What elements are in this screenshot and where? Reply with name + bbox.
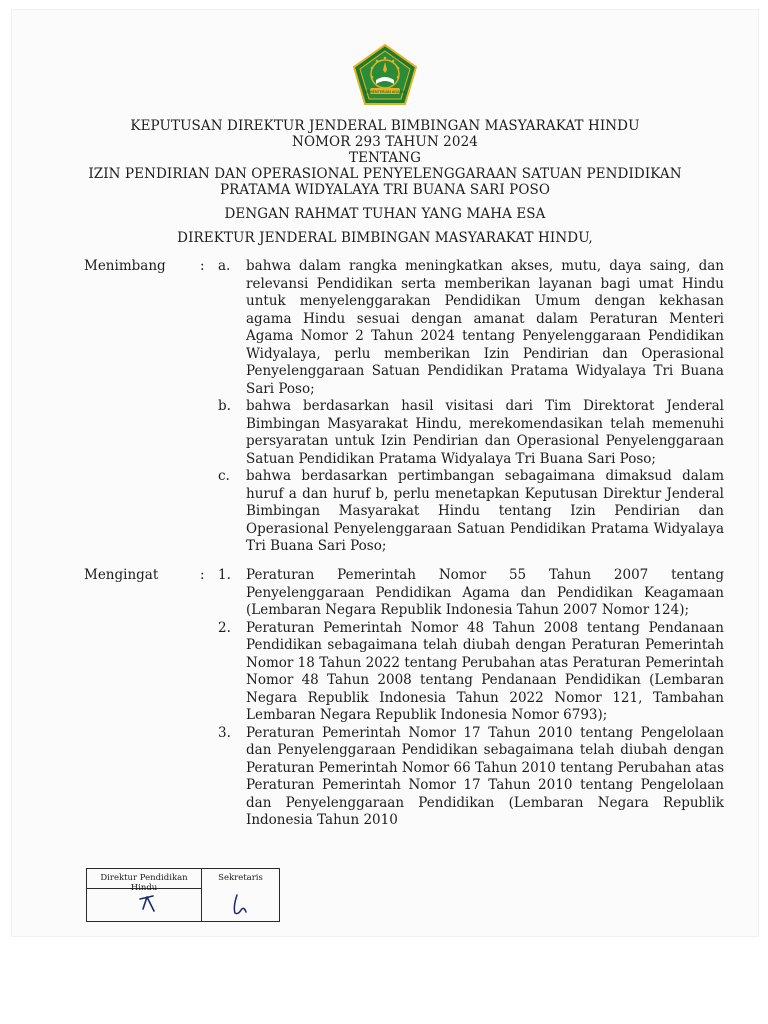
official-title: DIREKTUR JENDERAL BIMBINGAN MASYARAKAT HINDU, <box>177 230 593 246</box>
item-text: Peraturan Pemerintah Nomor 48 Tahun 2008 tentang Pendanaan Pendidikan sebagaimana telah diubah dengan Peraturan Pemerintah Nomor 18 Tahun 2022 tentang Perubahan atas Peraturan Pemerintah Nomor 48 Tahun 2008 tentang Pendanaan Pendidikan (Lembaran Negara Republik Indonesia Tahun 2022 Nomor 121, Tambahan Lembaran Negara Republik Indonesia Nomor 6793); <box>246 619 724 723</box>
list-item <box>84 567 724 620</box>
initials-header: Sekretaris <box>218 873 263 883</box>
section-label: Mengingat <box>84 567 159 583</box>
mengingat-section <box>84 567 724 830</box>
section-colon: : <box>200 258 205 274</box>
invocation: DENGAN RAHMAT TUHAN YANG MAHA ESA <box>224 206 546 222</box>
item-marker: 3. <box>218 724 231 741</box>
item-marker: a. <box>218 258 231 274</box>
item-marker: 1. <box>218 567 231 583</box>
title-line: IZIN PENDIRIAN DAN OPERASIONAL PENYELENGGARAAN SATUAN PENDIDIKAN <box>88 166 682 182</box>
initials-cell-direktur <box>87 869 202 921</box>
item-text: bahwa berdasarkan hasil visitasi dari Tim Direktorat Jenderal Bimbingan Masyarakat Hindu, merekomendasikan telah memenuhi persyaratan untuk Izin Pendirian dan Operasional Penyelenggaraan Satuan Pendidikan Pratama Widyalaya Tri Buana Sari Poso; <box>246 398 724 467</box>
title-line: KEPUTUSAN DIREKTUR JENDERAL BIMBINGAN MASYARAKAT HINDU <box>130 118 640 134</box>
item-text: Peraturan Pemerintah Nomor 17 Tahun 2010 tentang Pengelolaan dan Penyelenggaraan Pendidikan sebagaimana telah diubah dengan Peraturan Pemerintah Nomor 66 Tahun 2010 tentang Perubahan atas Peraturan Pemerintah Nomor 17 Tahun 2010 tentang Pengelolaan dan Penyelenggaraan Pendidikan (Lembaran Negara Republik Indonesia Tahun 2010 <box>246 724 724 828</box>
initial-mark-icon <box>137 893 159 915</box>
initials-header: Direktur Pendidikan Hindu <box>87 869 201 889</box>
title-line: TENTANG <box>349 150 421 166</box>
section-label: Menimbang <box>84 258 166 274</box>
item-marker: c. <box>218 468 230 484</box>
title-line: NOMOR 293 TAHUN 2024 <box>292 134 478 150</box>
title-line: PRATAMA WIDYALAYA TRI BUANA SARI POSO <box>219 182 551 198</box>
section-colon: : <box>200 567 205 583</box>
logo-label: KEMENTERIAN AGAMA <box>364 89 406 94</box>
list-item <box>84 620 724 725</box>
item-text: bahwa berdasarkan pertimbangan sebagaimana dimaksud dalam huruf a dan huruf b, perlu menetapkan Keputusan Direktur Jenderal Bimbingan Masyarakat Hindu tentang Izin Pendirian dan Operasional Penyelenggaraan Satuan Pendidikan Pratama Widyalaya Tri Buana Sari Poso; <box>246 468 724 554</box>
list-item <box>84 725 724 830</box>
document-title <box>60 118 710 198</box>
list-item <box>84 398 724 468</box>
item-marker: 2. <box>218 619 231 636</box>
list-item <box>84 468 724 556</box>
list-item <box>84 258 724 398</box>
initials-table <box>86 868 280 922</box>
item-text: Peraturan Pemerintah Nomor 55 Tahun 2007 tentang Penyelenggaraan Pendidikan Agama dan Pendidikan Keagamaan (Lembaran Negara Republik Indonesia Tahun 2007 Nomor 124); <box>246 567 724 618</box>
item-marker: b. <box>218 398 231 414</box>
item-text: bahwa dalam rangka meningkatkan akses, mutu, daya saing, dan relevansi Pendidikan serta memberikan layanan bagi umat Hindu untuk menyelenggarakan Pendidikan Umum dengan kekhasan agama Hindu sesuai dengan amanat dalam Peraturan Menteri Agama Nomor 2 Tahun 2024 tentang Penyelenggaraan Pendidikan Widyalaya, perlu memberikan Izin Pendirian dan Operasional Penyelenggaraan Satuan Pendidikan Pratama Widyalaya Tri Buana Sari Poso; <box>246 258 724 397</box>
kementerian-agama-logo <box>352 44 418 106</box>
initials-cell-sekretaris <box>202 869 279 921</box>
initial-mark-icon <box>230 893 252 917</box>
menimbang-section <box>84 258 724 556</box>
